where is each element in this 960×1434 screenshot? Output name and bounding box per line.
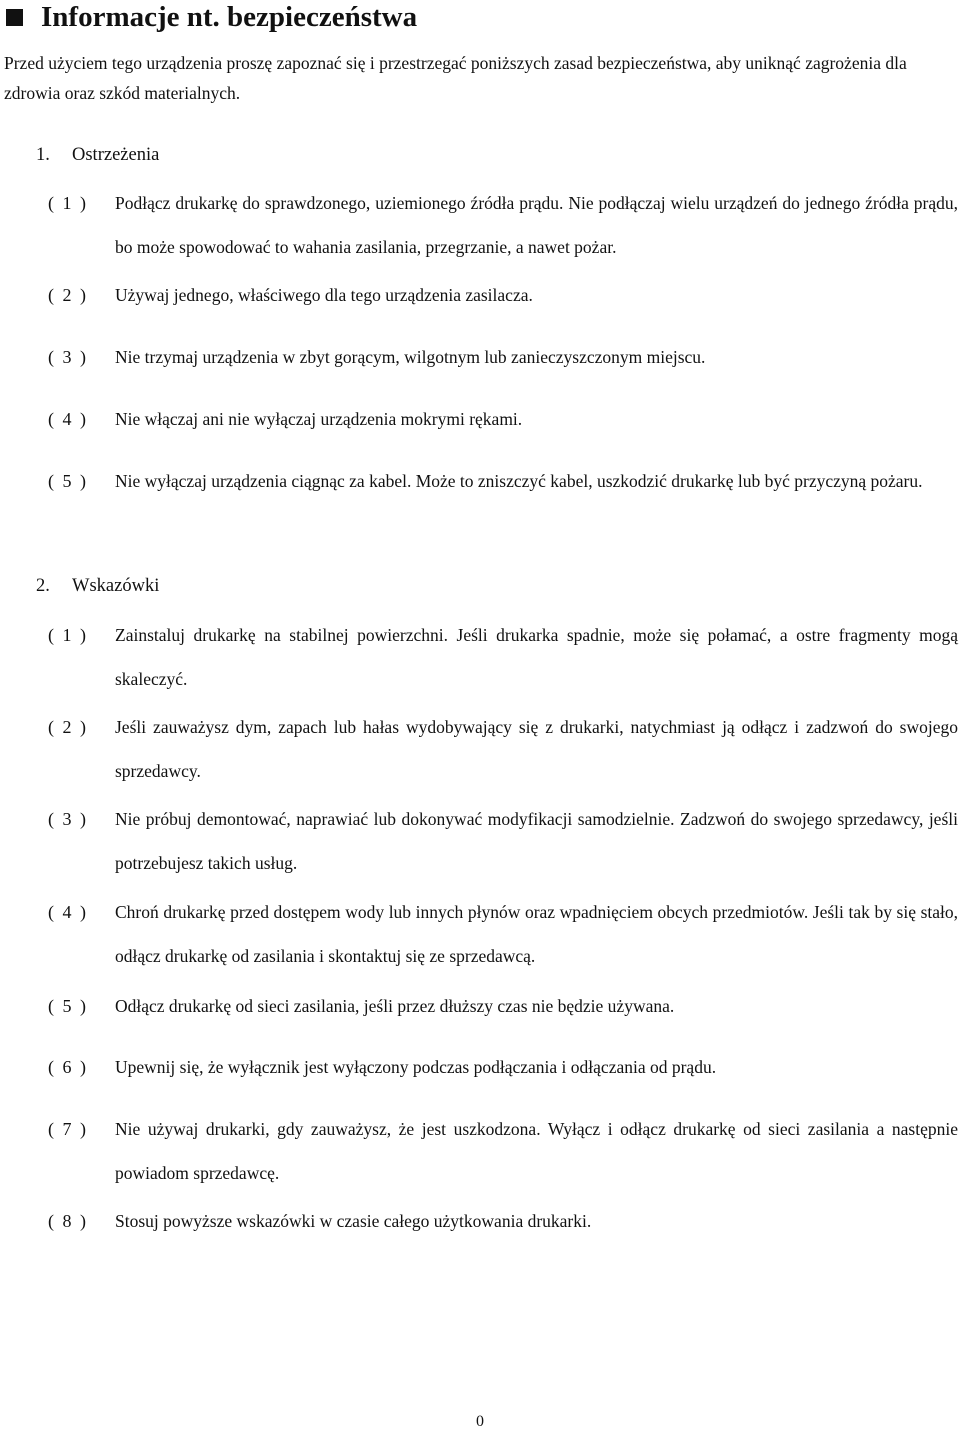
list-item-marker: ( 5 ) bbox=[48, 471, 88, 491]
page-number: 0 bbox=[476, 1413, 484, 1430]
list-item-marker: ( 3 ) bbox=[48, 809, 88, 829]
list-item-text: Chroń drukarkę przed dostępem wody lub innych płynów oraz wpadnięciem obcych przedmiotów. Jeśli tak by się stało, odłącz drukarkę od zasilania i skontaktuj się ze sprzedawcą. bbox=[115, 902, 958, 966]
list-item-marker: ( 1 ) bbox=[48, 625, 88, 645]
section-title: Ostrzeżenia bbox=[72, 145, 160, 165]
list-item-marker: ( 2 ) bbox=[48, 717, 88, 737]
intro-paragraph: Przed użyciem tego urządzenia proszę zapoznać się i przestrzegać poniższych zasad bezpieczeństwa, aby uniknąć zagrożenia dla zdrowia oraz szkód materialnych. bbox=[4, 53, 907, 103]
list-item-marker: ( 6 ) bbox=[48, 1057, 88, 1077]
list-item-text: Nie trzymaj urządzenia w zbyt gorącym, wilgotnym lub zanieczyszczonym miejscu. bbox=[115, 347, 706, 367]
page-title bbox=[6, 0, 417, 34]
list-item-text: Nie włączaj ani nie wyłączaj urządzenia mokrymi rękami. bbox=[115, 409, 523, 429]
section-title: Wskazówki bbox=[72, 576, 160, 596]
list-item-text: Stosuj powyższe wskazówki w czasie całego użytkowania drukarki. bbox=[115, 1211, 592, 1231]
list-item-marker: ( 7 ) bbox=[48, 1119, 88, 1139]
list-item-text: Zainstaluj drukarkę na stabilnej powierzchni. Jeśli drukarka spadnie, może się połamać, a ostre fragmenty mogą skaleczyć. bbox=[115, 625, 958, 689]
section-number: 1. bbox=[36, 145, 50, 165]
section-heading-tips bbox=[36, 573, 159, 599]
list-item-marker: ( 8 ) bbox=[48, 1211, 88, 1231]
list-item-marker: ( 2 ) bbox=[48, 285, 88, 305]
list-item-marker: ( 1 ) bbox=[48, 193, 88, 213]
list-item-text: Używaj jednego, właściwego dla tego urządzenia zasilacza. bbox=[115, 285, 533, 305]
list-item-marker: ( 4 ) bbox=[48, 902, 88, 922]
list-item-text: Nie używaj drukarki, gdy zauważysz, że jest uszkodzona. Wyłącz i odłącz drukarkę od sieci zasilania a następnie powiadom sprzedawcę. bbox=[115, 1119, 958, 1183]
list-item-text: Jeśli zauważysz dym, zapach lub hałas wydobywający się z drukarki, natychmiast ją odłącz i zadzwoń do swojego sprzedawcy. bbox=[115, 717, 958, 781]
section-number: 2. bbox=[36, 576, 50, 596]
list-item-text: Nie wyłączaj urządzenia ciągnąc za kabel. Może to zniszczyć kabel, uszkodzić drukarkę lub być przyczyną pożaru. bbox=[115, 471, 923, 491]
list-item-marker: ( 3 ) bbox=[48, 347, 88, 367]
square-bullet-icon bbox=[6, 9, 23, 26]
list-item-text: Odłącz drukarkę od sieci zasilania, jeśli przez dłuższy czas nie będzie używana. bbox=[115, 996, 675, 1016]
list-item-text: Upewnij się, że wyłącznik jest wyłączony podczas podłączania i odłączania od prądu. bbox=[115, 1057, 717, 1077]
list-item-text: Nie próbuj demontować, naprawiać lub dokonywać modyfikacji samodzielnie. Zadzwoń do swojego sprzedawcy, jeśli potrzebujesz takich usług. bbox=[115, 809, 958, 873]
list-item-marker: ( 4 ) bbox=[48, 409, 88, 429]
list-item-marker: ( 5 ) bbox=[48, 996, 88, 1016]
section-heading-warnings bbox=[36, 142, 159, 168]
list-item-text: Podłącz drukarkę do sprawdzonego, uziemionego źródła prądu. Nie podłączaj wielu urządzeń do jednego źródła prądu, bo może spowodować to wahania zasilania, przegrzanie, a nawet pożar. bbox=[115, 193, 958, 257]
page-title-text: Informacje nt. bezpieczeństwa bbox=[41, 1, 418, 33]
